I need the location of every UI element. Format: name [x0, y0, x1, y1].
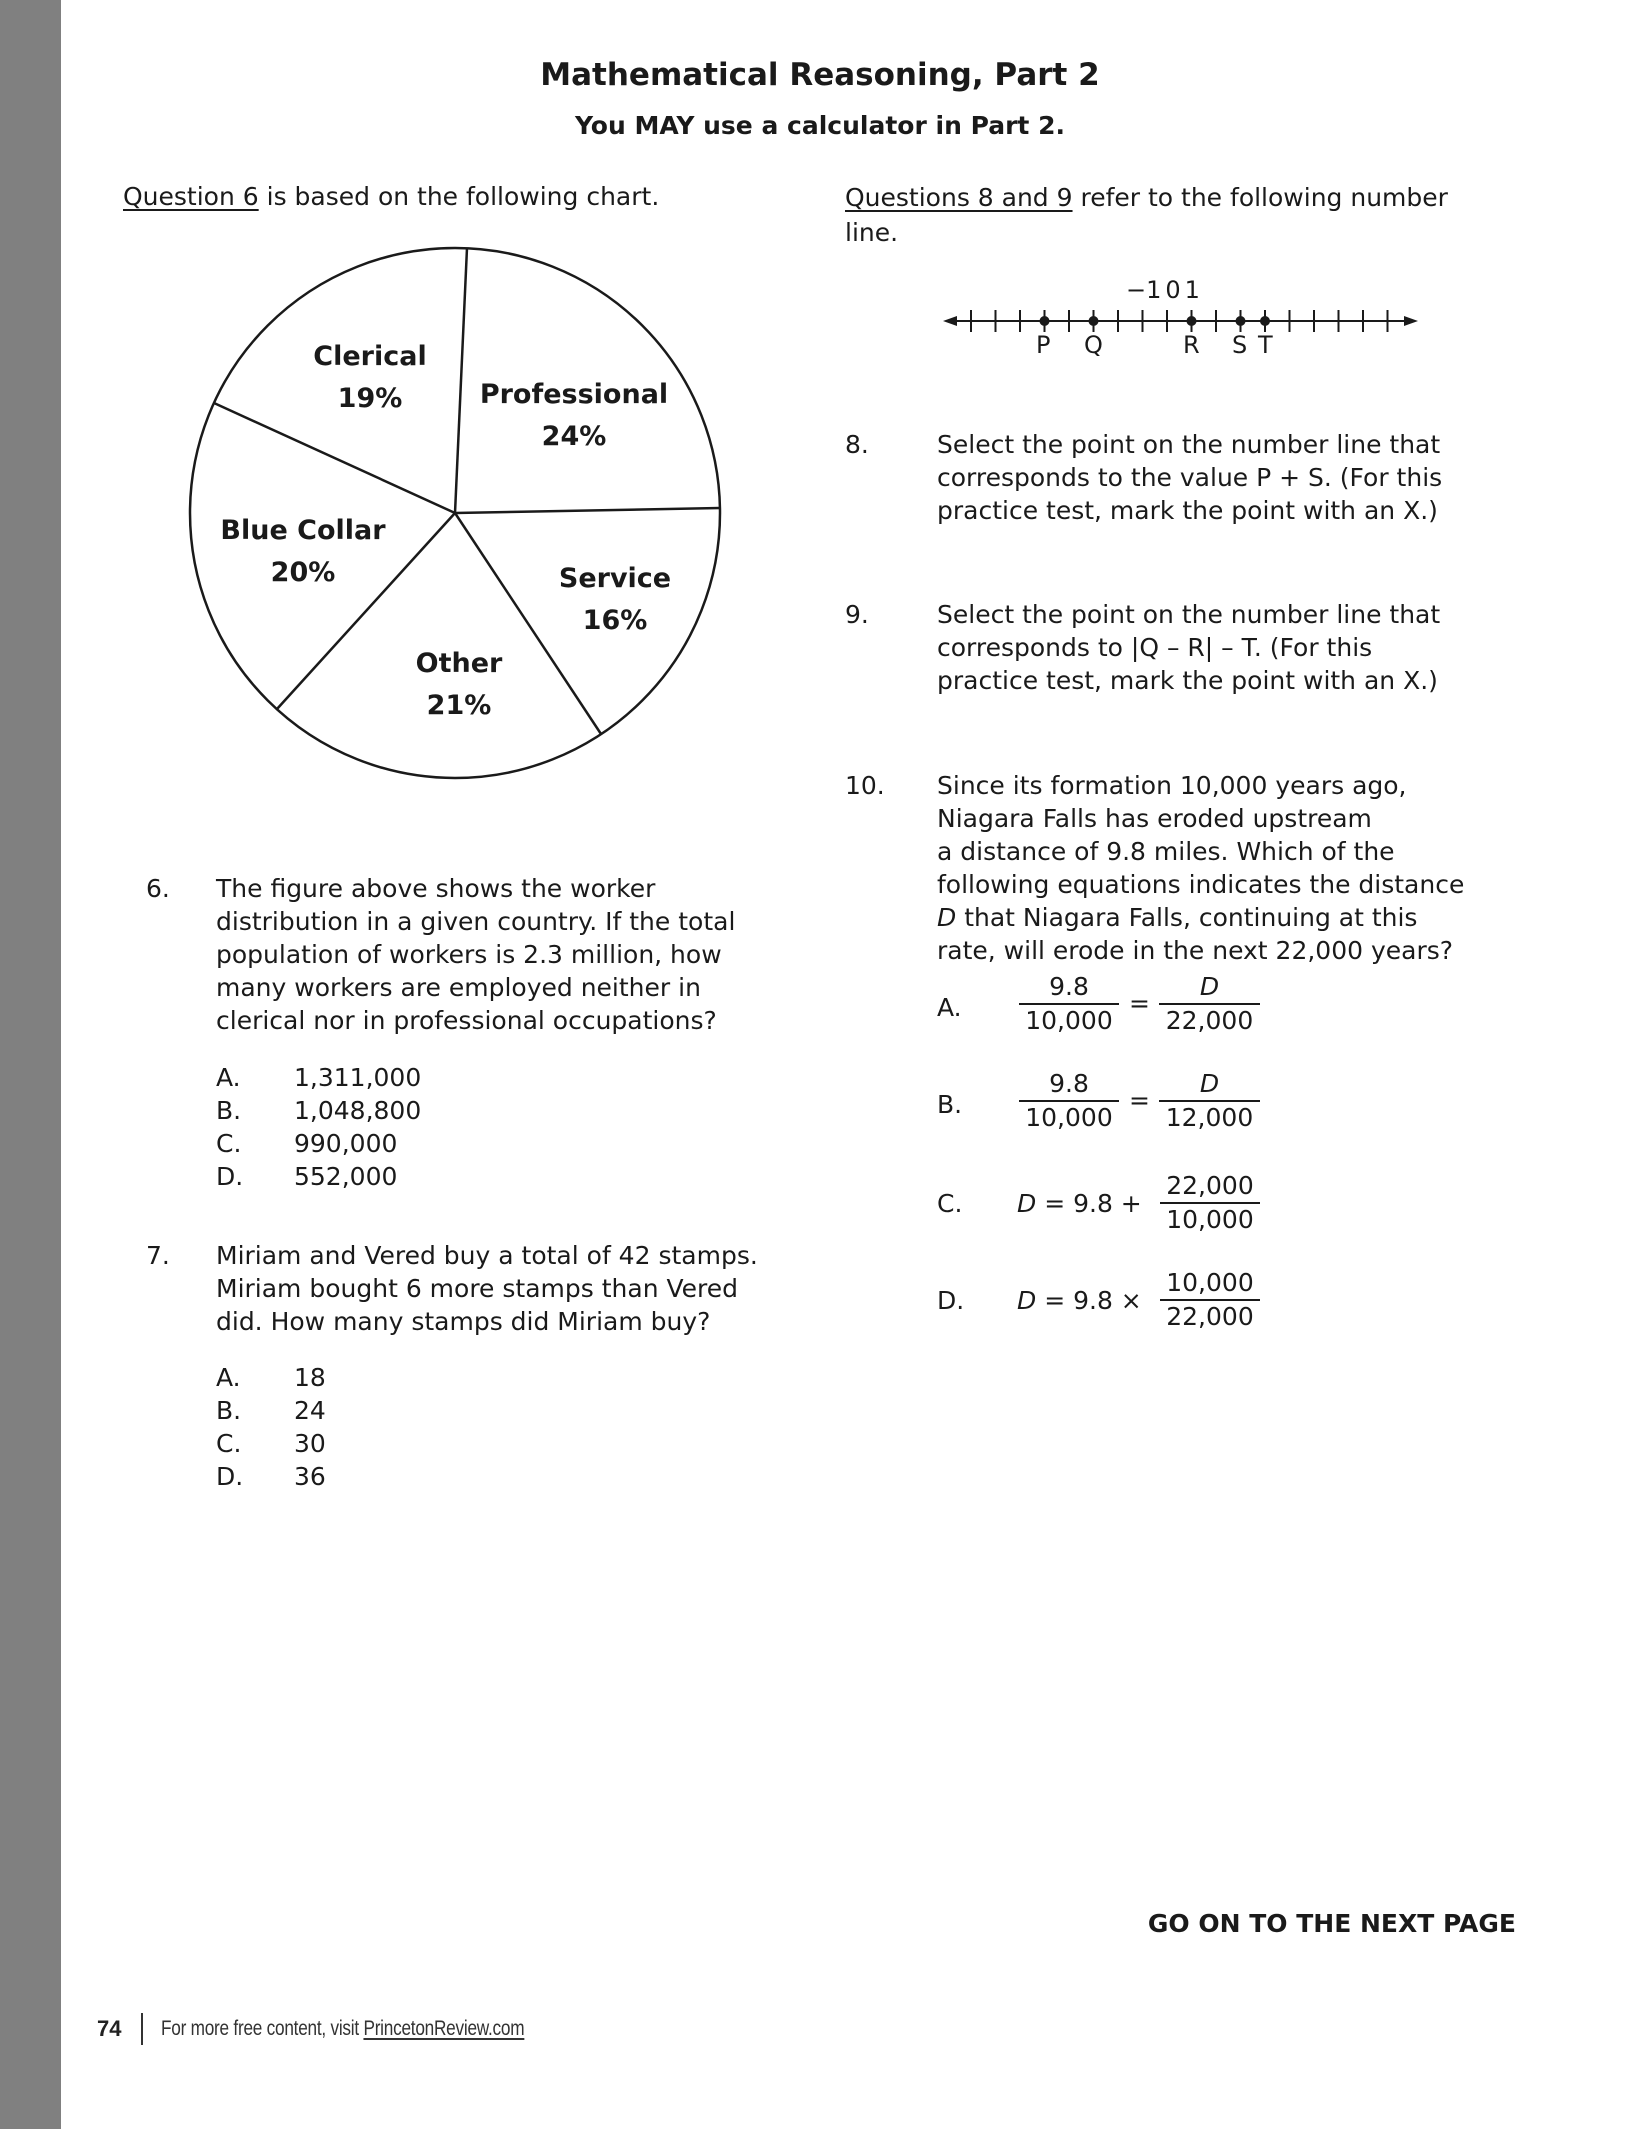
left-arrow-icon	[943, 316, 957, 326]
q6-option-b[interactable]: B. 1,048,800	[216, 1096, 422, 1125]
q6-option-c[interactable]: C. 990,000	[216, 1129, 398, 1158]
q10-option-c-letter: C.	[937, 1189, 963, 1218]
q7-number: 7.	[146, 1241, 170, 1270]
pie-label-professional: Professional 24%	[479, 379, 669, 452]
label-s: S	[1232, 331, 1248, 359]
label-t: T	[1258, 331, 1273, 359]
q6-intro	[123, 180, 659, 213]
go-to-next-page: GO ON TO THE NEXT PAGE	[1147, 1909, 1516, 1938]
footer-text: For more free content, visit PrincetonReview.com	[161, 2017, 525, 2040]
q7-option-c[interactable]: C. 30	[216, 1429, 326, 1458]
pie-boundary-professional-service	[455, 508, 720, 513]
page-title: Mathematical Reasoning, Part 2	[540, 57, 1100, 93]
pie-boundary-clerical-professional	[455, 248, 467, 513]
q10-number: 10.	[845, 771, 885, 800]
q10-option-d-letter: D.	[937, 1286, 965, 1315]
q9-stem: Select the point on the number line that corresponds to |Q – R| – T. (For this practice test, mark the point with an X.)	[937, 600, 1441, 695]
q8-number: 8.	[845, 430, 869, 459]
point-s	[1236, 316, 1246, 326]
number-line-tick-labels: −1 0 1	[1126, 276, 1200, 304]
fraction: 22,000 10,000	[1160, 1170, 1260, 1236]
pie-label-service: Service 16%	[558, 563, 672, 636]
right-arrow-icon	[1404, 316, 1418, 326]
q10-option-b-letter: B.	[937, 1090, 963, 1119]
q6-intro-text: is based on the following chart.	[258, 182, 660, 211]
equals-sign: =	[1129, 1086, 1150, 1115]
fraction: 9.8 10,000	[1019, 1068, 1119, 1134]
q7-options	[216, 1361, 326, 1493]
q9-number: 9.	[845, 600, 869, 629]
fraction: 9.8 10,000	[1019, 971, 1119, 1037]
point-t	[1260, 316, 1270, 326]
q8-9-intro-link: Questions 8 and 9	[845, 183, 1073, 212]
page-subtitle: You MAY use a calculator in Part 2.	[575, 111, 1065, 140]
fraction: 10,000 22,000	[1160, 1267, 1260, 1333]
q7-option-a[interactable]: A. 18	[216, 1363, 326, 1392]
q7-option-b[interactable]: B. 24	[216, 1396, 326, 1425]
label-p: P	[1036, 331, 1051, 359]
q8-9-intro: Questions 8 and 9 refer to the following number line.	[845, 183, 1448, 247]
pie-label-other: Other 21%	[415, 648, 503, 721]
pie-label-clerical: Clerical 19%	[313, 341, 427, 414]
fraction: D 22,000	[1159, 971, 1260, 1037]
q6-option-a[interactable]: A. 1,311,000	[216, 1063, 422, 1092]
princeton-review-link[interactable]: PrincetonReview.com	[363, 2017, 525, 2040]
point-r	[1187, 316, 1197, 326]
q10-option-c-lhs: D = 9.8 +	[1017, 1189, 1142, 1218]
q8-stem: Select the point on the number line that corresponds to the value P + S. (For this practice test, mark the point with an X.)	[937, 430, 1443, 525]
q10-option-d-lhs: D = 9.8 ×	[1017, 1286, 1142, 1315]
point-q	[1089, 316, 1099, 326]
q6-stem: The figure above shows the worker distribution in a given country. If the total population of workers is 2.3 million, how many workers are employed neither in clerical nor in professional occupations?	[216, 874, 736, 1035]
footer-divider	[141, 2013, 143, 2045]
footer	[97, 2012, 605, 2046]
q6-options	[216, 1061, 421, 1193]
q6-number: 6.	[146, 874, 170, 903]
q10-option-a-letter: A.	[937, 993, 962, 1022]
q7-option-d[interactable]: D. 36	[216, 1462, 326, 1491]
label-r: R	[1183, 331, 1200, 359]
q7-stem: Miriam and Vered buy a total of 42 stamps. Miriam bought 6 more stamps than Vered did. How many stamps did Miriam buy?	[216, 1241, 758, 1336]
q6-intro-link: Question 6	[123, 182, 259, 211]
page-number: 74	[97, 2016, 122, 2041]
side-bar	[0, 0, 61, 2129]
label-q: Q	[1084, 331, 1103, 359]
q10-stem: Since its formation 10,000 years ago, Niagara Falls has eroded upstream a distance of 9.8 miles. Which of the following equations indicates the distance D that Niagara Falls, continuing at this rate, will erode in the next 22,000 years?	[937, 771, 1465, 965]
pie-label-blue-collar: Blue Collar 20%	[220, 515, 386, 588]
equals-sign: =	[1129, 989, 1150, 1018]
fraction: D 12,000	[1159, 1068, 1260, 1134]
q6-option-d[interactable]: D. 552,000	[216, 1162, 398, 1191]
point-p	[1040, 316, 1050, 326]
